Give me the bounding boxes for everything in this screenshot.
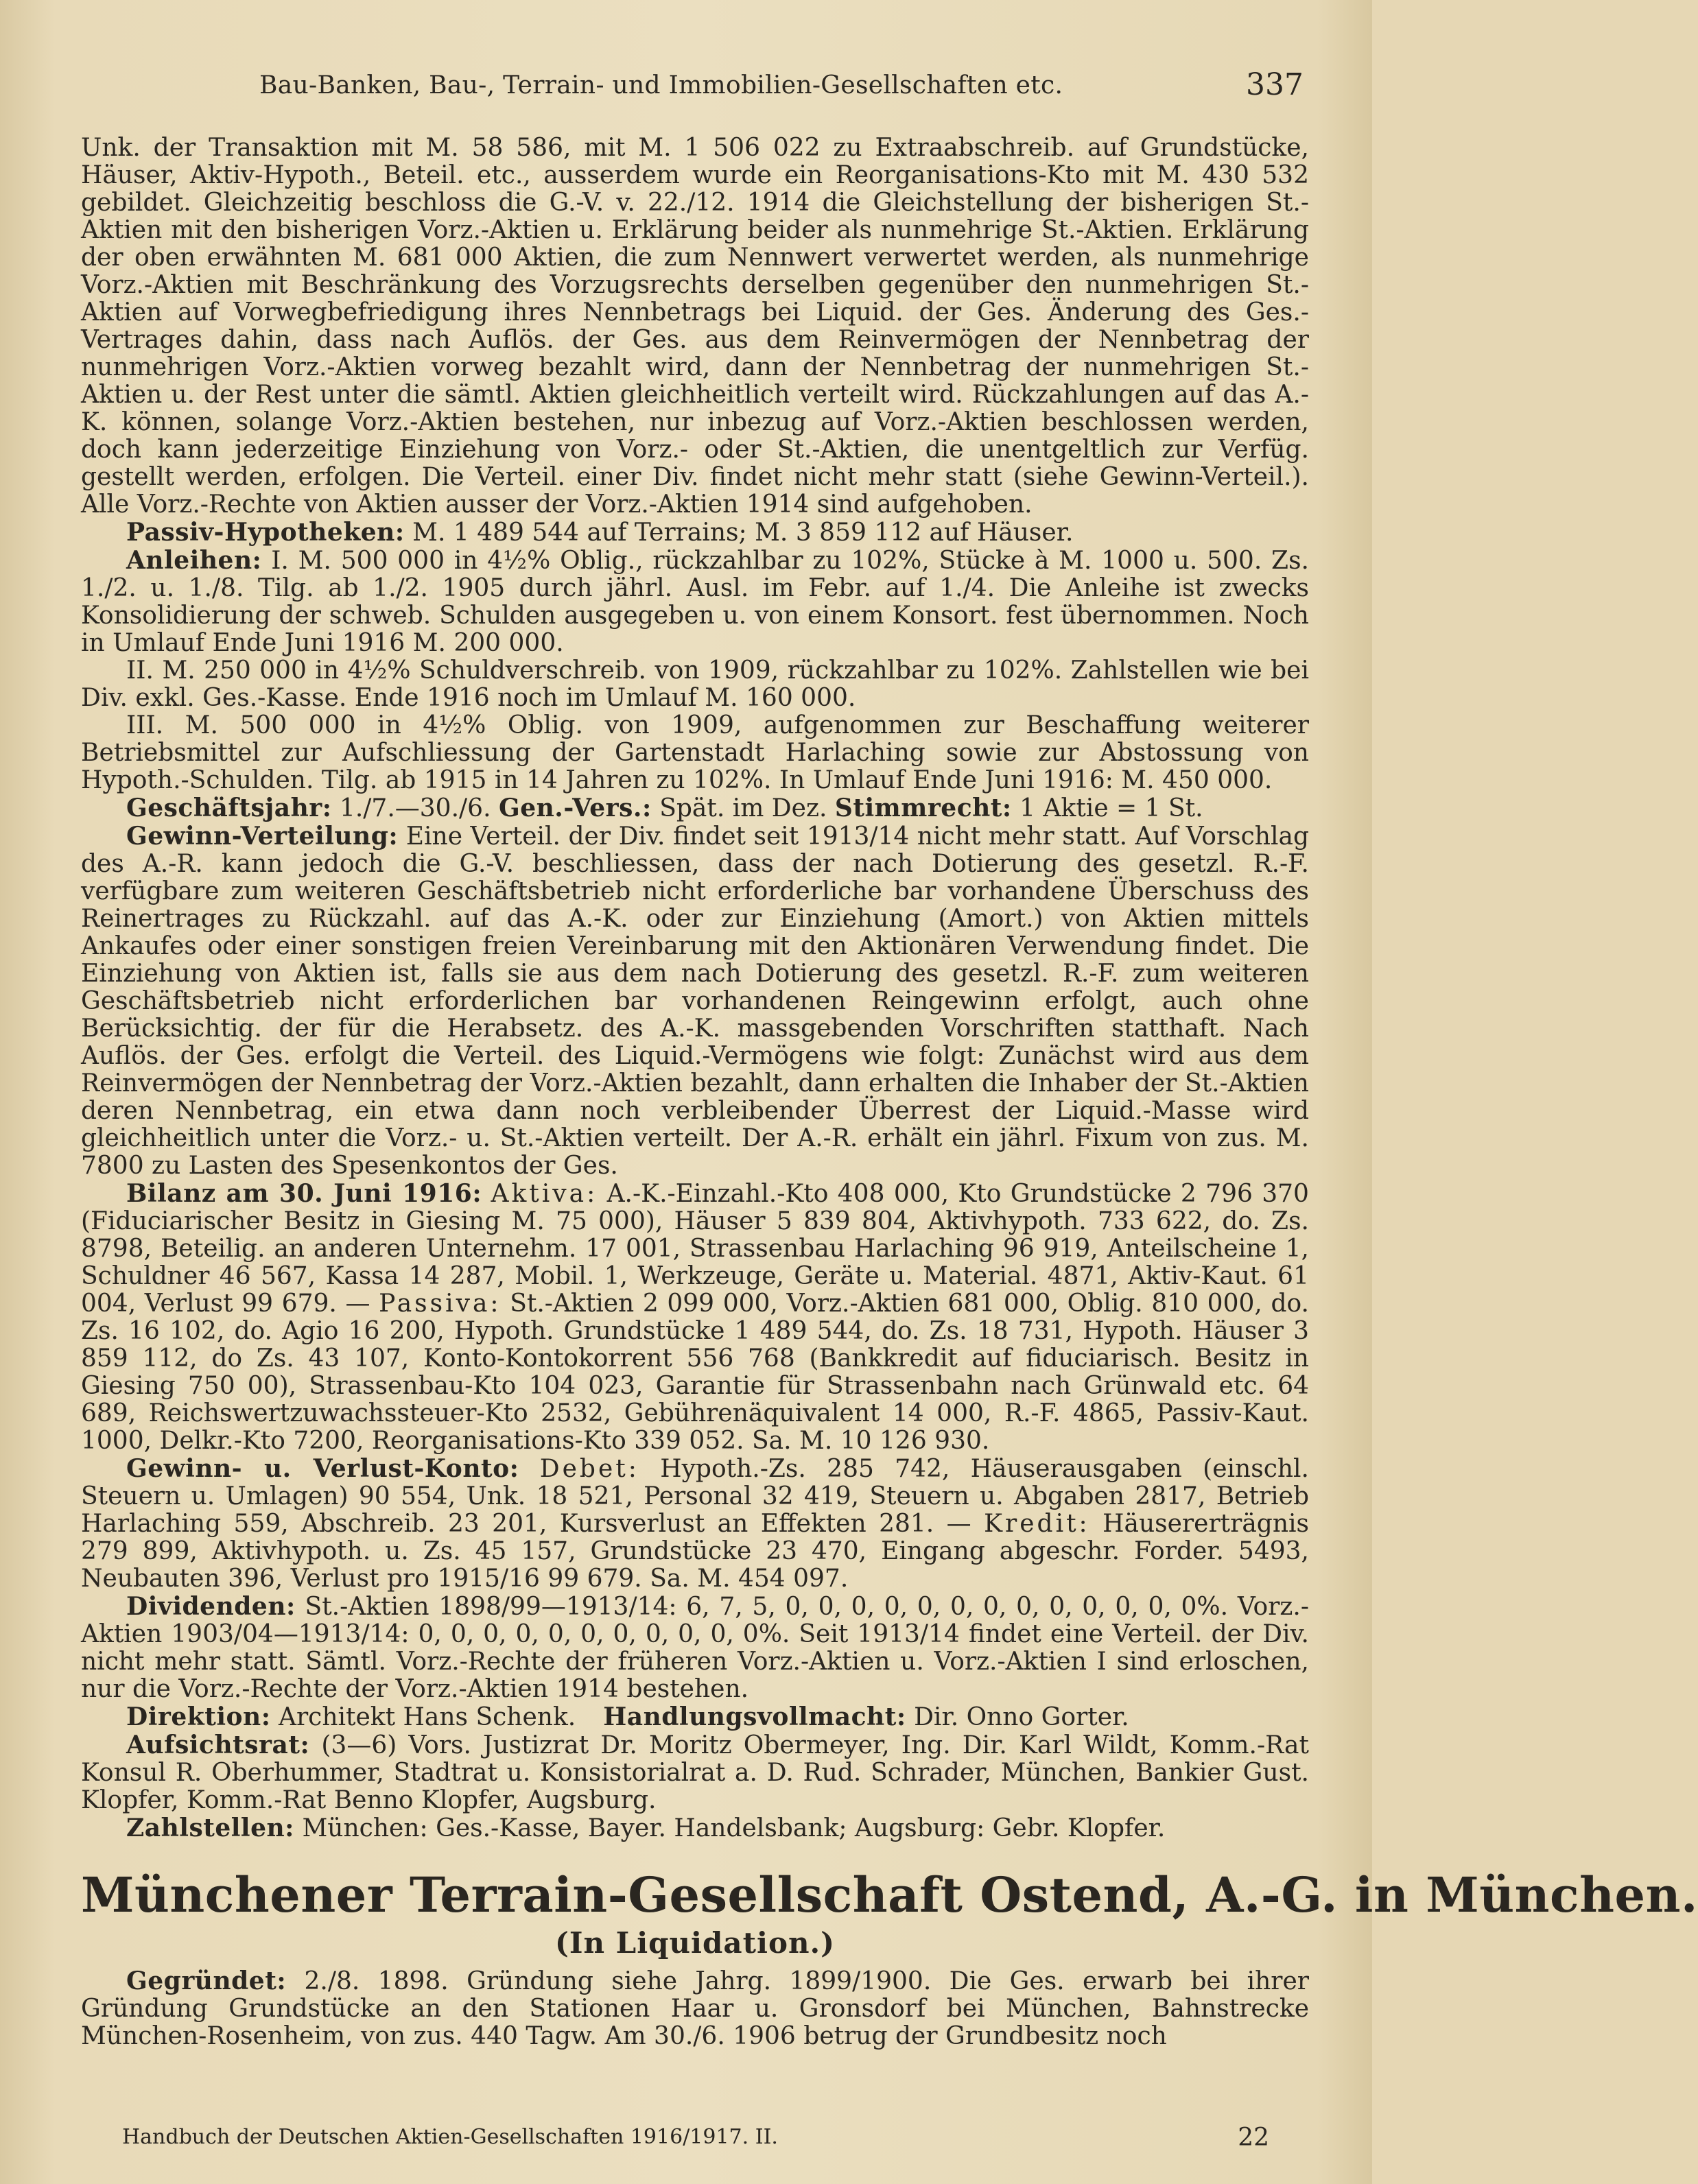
dividenden-vorz: Vorz.-Aktien 1903/04—1913/14: 0, 0, 0, 0, 0, 0, 0, 0, 0, 0, 0%. [81,1593,1309,1648]
anleihen-paragraph [81,547,1309,657]
direktion-text: Architekt Hans Schenk. [278,1703,576,1731]
passiv-hypotheken-label: Passiv-Hypotheken: [126,518,405,547]
aufsichtsrat-text: (3—6) Vors. Justizrat Dr. Moritz Obermeyer, Ing. Dir. Karl Wildt, Komm.-Rat Konsul R. Oberhummer, Stadtrat u. Konsistorialrat a. D. Rud. Schrader, München, Bankier Gust. Klopfer, Komm.-Rat Benno Klopfer, Augsburg. [81,1731,1309,1814]
geschaeftsjahr-paragraph [81,794,1309,822]
aktiva-text: A.-K.-Einzahl.-Kto 408 000, Kto Grundstücke 2 796 370 (Fiduciarischer Besitz in Giesing M. 75 000), Häuser 5 839 804, Aktivhypoth. 733 622, do. Zs. 8798, Beteilig. an anderen Unternehm. 17 001, Strassenbau Harlaching 96 919, Anteilscheine 1, Schuldner 46 567, Kassa 14 287, Mobil. 1, Werkzeuge, Geräte u. Material. 4871, Aktiv-Kaut. 61 004, Verlust 99 679. — [81,1180,1309,1318]
passiv-hypotheken-paragraph [81,519,1309,547]
passiv-hypotheken-text: M. 1 489 544 auf Terrains; M. 3 859 112 auf Häuser. [412,519,1074,547]
gegruendet-label: Gegründet: [126,1967,287,1995]
bilanz-paragraph [81,1180,1309,1455]
direktion-label: Direktion: [126,1702,271,1731]
handlungsvollmacht-label: Handlungsvollmacht: [603,1702,906,1731]
dividenden-label: Dividenden: [126,1592,296,1621]
page-body [81,134,1698,2050]
geschaeftsjahr-text: 1./7.—30./6. [339,794,491,822]
zahlstellen-paragraph [81,1814,1309,1842]
gen-vers-label: Gen.-Vers.: [498,794,652,822]
stimmrecht-label: Stimmrecht: [834,794,1012,822]
debet-text: Hypoth.-Zs. 285 742, Häuserausgaben (einschl. Steuern u. Umlagen) 90 554, Unk. 18 521, Personal 32 419, Steuern u. Abgaben 2817, Betrieb Harlaching 559, Abschreib. 23 201, Kursverlust an Effekten 281. — [81,1455,1309,1538]
anleihe-3-paragraph: III. M. 500 000 in 4½% Oblig. von 1909, aufgenommen zur Beschaffung weiterer Betriebsmittel zur Aufschliessung der Gartenstadt Harlaching sowie zur Abstossung von Hypoth.-Schulden. Tilg. ab 1915 in 14 Jahren zu 102%. In Umlauf Ende Juni 1916: M. 450 000. [81,711,1309,794]
anleihe-2-paragraph: II. M. 250 000 in 4½% Schuldverschreib. von 1909, rückzahlbar zu 102%. Zahlstellen wie bei Div. exkl. Ges.-Kasse. Ende 1916 noch im Umlauf M. 160 000. [81,656,1309,712]
company-heading: Münchener Terrain-Gesellschaft Ostend, A.-G. in München. [81,1866,1698,1923]
company-subheading: (In Liquidation.) [554,1926,835,1960]
zahlstellen-label: Zahlstellen: [126,1814,294,1842]
gegruendet-text: 2./8. 1898. Gründung siehe Jahrg. 1899/1900. Die Ges. erwarb bei ihrer Gründung Grundstücke an den Stationen Haar u. Gronsdorf bei München, Bahnstrecke München-Rosenheim, von zus. 440 Tagw. Am 30./6. 1906 betrug der Grundbesitz noch [81,1967,1309,2050]
running-header [82,66,1304,107]
dividenden-paragraph [81,1593,1309,1703]
direktion-paragraph [81,1703,1309,1731]
signature-mark: 22 [1238,2124,1269,2152]
geschaeftsjahr-label: Geschäftsjahr: [126,794,332,822]
anleihen-text: I. M. 500 000 in 4½% Oblig., rückzahlbar zu 102%, Stücke à M. 1000 u. 500. Zs. 1./2. u. 1./8. Tilg. ab 1./2. 1905 durch jährl. Ausl. im Febr. auf 1./4. Die Anleihe ist zwecks Konsolidierung der schweb. Schulden ausgegeben u. von einem Konsort. fest übernommen. Noch in Umlauf Ende Juni 1916 M. 200 000. [81,547,1309,657]
kredit-label: Kredit: [984,1510,1090,1538]
passiva-text: St.-Aktien 2 099 000, Vorz.-Aktien 681 000, Oblig. 810 000, do. Zs. 16 102, do. Agio 16 200, Hypoth. Grundstücke 1 489 544, do. Zs. 18 731, Hypoth. Häuser 3 859 112, do Zs. 43 107, Konto-Kontokorrent 556 768 (Bankkredit auf fiduciarisch. Besitz in Giesing 750 00), Strassenbau-Kto 104 023, Garantie für Strassenbahn nach Grünwald etc. 64 689, Reichswertzuwachssteuer-Kto 2532, Gebührenäquivalent 14 000, R.-F. 4865, Passiv-Kaut. 1000, Delkr.-Kto 7200, Reorganisations-Kto 339 052. Sa. M. 10 126 930. [81,1290,1309,1455]
aufsichtsrat-paragraph [81,1731,1309,1814]
gewinn-verteilung-text: Eine Verteil. der Div. findet seit 1913/14 nicht mehr statt. Auf Vorschlag des A.-R. kann jedoch die G.-V. beschliessen, dass der nach Dotierung des gesetzl. R.-F. verfügbare zum weiteren Geschäftsbetrieb nicht erforderliche bar vorhandene Überschuss des Reinertrages zu Rückzahl. auf das A.-K. oder zur Einziehung (Amort.) von Aktien mittels Ankaufes oder einer sonstigen freien Vereinbarung mit den Aktionären Verwendung findet. Die Einziehung von Aktien ist, falls sie aus dem nach Dotierung des gesetzl. R.-F. zum weiteren Geschäftsbetrieb nicht erforderlichen bar vorhandenen Reingewinn erfolgt, auch ohne Berücksichtig. der für die Herabsetz. des A.-K. massgebenden Vorschriften statthaft. Nach Auflös. der Ges. erfolgt die Verteil. des Liquid.-Vermögens wie folgt: Zunächst wird aus dem Reinvermögen der Nennbetrag der Vorz.-Aktien bezahlt, dann erhalten die Inhaber der St.-Aktien deren Nennbetrag, ein etwa dann noch verbleibender Überrest der Liquid.-Masse wird gleichheitlich unter die Vorz.- u. St.-Aktien verteilt. Der A.-R. erhält ein jährl. Fixum von zus. M. 7800 zu Lasten des Spesenkontos der Ges. [81,822,1309,1180]
dividenden-st: St.-Aktien 1898/99—1913/14: 6, 7, 5, 0, 0, 0, 0, 0, 0, 0, 0, 0, 0, 0, 0, 0%. [305,1593,1229,1621]
page-number: 337 [1246,67,1304,102]
kredit-text: Häusererträgnis 279 899, Aktivhypoth. u. Zs. 45 157, Grundstücke 23 470, Eingang abgeschr. Forder. 5493, Neubauten 396, Verlust pro 1915/16 99 679. Sa. M. 454 097. [81,1510,1310,1593]
gewinn-verteilung-label: Gewinn-Verteilung: [126,822,399,851]
guv-label: Gewinn- u. Verlust-Konto: [126,1454,519,1483]
gegruendet-paragraph [81,1967,1309,2050]
guv-paragraph [81,1455,1309,1593]
handlungsvollmacht-text: Dir. Onno Gorter. [914,1703,1129,1731]
zahlstellen-text: München: Ges.-Kasse, Bayer. Handelsbank; Augsburg: Gebr. Klopfer. [302,1814,1166,1842]
aktiva-label: Aktiva: [491,1180,598,1208]
bilanz-label: Bilanz am 30. Juni 1916: [126,1179,482,1208]
intro-paragraph: Unk. der Transaktion mit M. 58 586, mit M. 1 506 022 zu Extraabschreib. auf Grundstücke, Häuser, Aktiv-Hypoth., Beteil. etc., ausserdem wurde ein Reorganisations-Kto mit M. 430 532 gebildet. Gleichzeitig beschloss die G.-V. v. 22./12. 1914 die Gleichstellung der bisherigen St.-Aktien mit den bisherigen Vorz.-Aktien u. Erklärung beider als nunmehrige St.-Aktien. Erklärung der oben erwähnten M. 681 000 Aktien, die zum Nennwert verwertet werden, als nunmehrige Vorz.-Aktien mit Beschränkung des Vorzugsrechts derselben gegenüber den nunmehrigen St.-Aktien auf Vorwegbefriedigung ihres Nennbetrags bei Liquid. der Ges. Änderung des Ges.-Vertrages dahin, dass nach Auflös. der Ges. aus dem Reinvermögen der Nennbetrag der nunmehrigen Vorz.-Aktien vorweg bezahlt wird, dann der Nennbetrag der nunmehrigen St.-Aktien u. der Rest unter die sämtl. Aktien gleichheitlich verteilt wird. Rückzahlungen auf das A.-K. können, solange Vorz.-Aktien bestehen, nur inbezug auf Vorz.-Aktien beschlossen werden, doch kann jederzeitige Einziehung von Vorz.- oder St.-Aktien, die unentgeltlich zur Verfüg. gestellt werden, erfolgen. Die Verteil. einer Div. findet nicht mehr statt (siehe Gewinn-Verteil.). Alle Vorz.-Rechte von Aktien ausser der Vorz.-Aktien 1914 sind aufgehoben. [81,134,1309,519]
aufsichtsrat-label: Aufsichtsrat: [126,1731,310,1759]
page-footer [122,2125,1269,2157]
passiva-label: Passiva: [379,1290,502,1318]
footer-text: Handbuch der Deutschen Aktien-Gesellschaften 1916/1917. II. [122,2125,778,2149]
anleihen-label: Anleihen: [126,546,262,575]
stimmrecht-text: 1 Aktie = 1 St. [1019,794,1203,822]
header-title: Bau-Banken, Bau-, Terrain- und Immobilien-Gesellschaften etc. [259,71,1063,99]
section-gap [81,1842,1309,1866]
gen-vers-text: Spät. im Dez. [659,794,827,822]
debet-label: Debet: [539,1455,639,1483]
dividenden-text: Seit 1913/14 findet eine Verteil. der Div. nicht mehr statt. Sämtl. Vorz.-Rechte der früheren Vorz.-Aktien u. Vorz.-Aktien I sind erloschen, nur die Vorz.-Rechte der Vorz.-Aktien 1914 bestehen. [81,1620,1310,1703]
gewinn-verteilung-paragraph [81,822,1309,1180]
